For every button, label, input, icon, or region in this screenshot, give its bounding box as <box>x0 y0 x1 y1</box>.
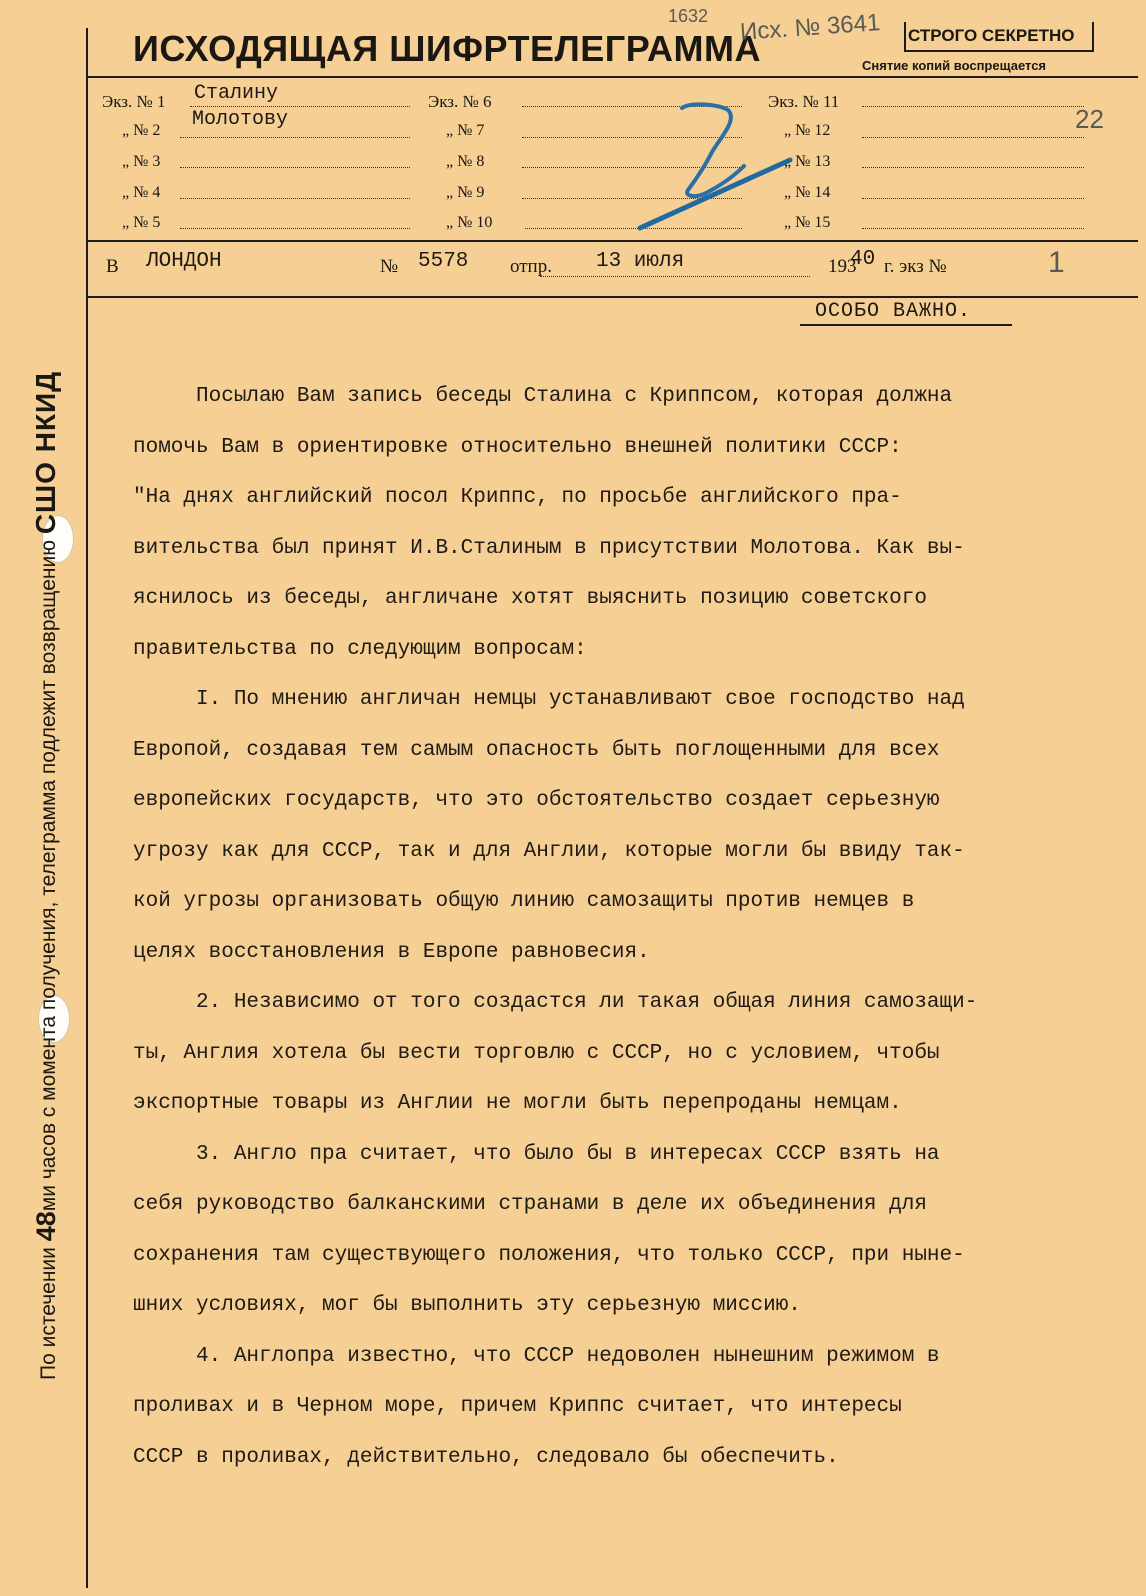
body-line: кой угрозы организовать общую линию самозащиты против немцев в <box>133 890 915 913</box>
dotted-line <box>862 167 1084 168</box>
copies-bottom-rule <box>88 240 1138 242</box>
copy-label: Экз. № 6 <box>428 92 492 111</box>
copy-label: „ № 9 <box>446 184 485 201</box>
dotted-line <box>180 228 410 229</box>
copy-label: „ № 12 <box>784 122 831 139</box>
body-line: вительства был принят И.В.Сталиным в присутствии Молотова. Как вы- <box>133 536 965 560</box>
year-prefix: 193 <box>828 256 857 277</box>
copy-label: Экз. № 1 <box>102 92 166 111</box>
dotted-line <box>862 228 1084 229</box>
blue-pencil-mark <box>620 90 800 250</box>
copy-label: „ № 10 <box>446 214 493 231</box>
dotted-line <box>862 106 1084 107</box>
body-line: СССР в проливах, действительно, следовало бы обеспечить. <box>133 1445 839 1469</box>
copy-label: „ № 4 <box>122 184 161 201</box>
handwritten-ref: Исх. № 3641 <box>739 9 882 46</box>
telegram-body <box>133 372 1118 1483</box>
body-line: целях восстановления в Европе равновесия. <box>133 940 650 964</box>
dotted-line <box>862 137 1084 138</box>
copy-label: Экз. № 11 <box>768 92 840 111</box>
year-suffix: г. экз № <box>884 256 947 277</box>
copy-label: „ № 5 <box>122 214 161 231</box>
body-line: ты, Англия хотела бы вести торговлю с СССР, но с условием, чтобы <box>133 1041 940 1065</box>
body-line: 3. Англо пра считает, что было бы в интересах СССР взять на <box>133 1142 940 1166</box>
body-line: 4. Англопра известно, что СССР недоволен нынешним режимом в <box>133 1344 940 1368</box>
body-line: помочь Вам в ориентировке относительно внешней политики СССР: <box>133 435 902 459</box>
no-copies-note: Снятие копий воспрещается <box>862 58 1047 73</box>
number-label: № <box>380 256 399 277</box>
sent-date: 13 июля <box>596 250 685 273</box>
to-label: В <box>106 256 119 277</box>
year-value: 40 <box>850 248 876 271</box>
dotted-line <box>862 198 1084 199</box>
header-rule <box>88 76 1138 78</box>
copy-label: „ № 15 <box>784 214 831 231</box>
side-text-prefix: По истечении <box>37 1247 60 1380</box>
copy-label: „ № 8 <box>446 153 485 170</box>
body-line: 2. Независимо от того создастся ли такая общая линия самозащи- <box>133 991 978 1014</box>
body-line: "На днях английский посол Криппс, по просьбе английского пра- <box>133 486 902 509</box>
left-margin-rule <box>86 28 88 1588</box>
side-text-hours: 48 <box>31 1211 61 1242</box>
telegram-number: 5578 <box>418 250 469 273</box>
side-text-middle: ми часов с момента получения, телеграмма подлежит возвращению <box>37 540 60 1212</box>
body-line: Европой, создавая тем самым опасность быть поглощенными для всех <box>133 738 940 762</box>
dotted-line <box>190 106 410 107</box>
recipient-stalin: Сталину <box>194 82 279 105</box>
body-line: проливах и в Черном море, причем Криппс считает, что интересы <box>133 1395 902 1418</box>
body-line: шних условиях, мог бы выполнить эту серьезную миссию. <box>133 1294 801 1317</box>
recipient-molotov: Молотову <box>192 108 289 131</box>
body-line: Посылаю Вам запись беседы Сталина с Криппсом, которая должна <box>133 385 953 408</box>
copy-label: „ № 14 <box>784 184 831 201</box>
body-line: себя руководство балканскими странами в деле их объединения для <box>133 1193 927 1216</box>
side-return-notice <box>30 220 62 1380</box>
address-bottom-rule <box>88 296 1138 298</box>
dotted-line <box>180 137 410 138</box>
body-line: сохранения там существующего положения, что только СССР, при ныне- <box>133 1243 965 1267</box>
urgency-underline <box>800 324 1012 326</box>
copy-label: „ № 13 <box>784 153 831 170</box>
document-title: ИСХОДЯЩАЯ ШИФРТЕЛЕГРАММА <box>133 28 762 69</box>
copy-label: „ № 7 <box>446 122 485 139</box>
dotted-line <box>540 276 810 277</box>
body-line: европейских государств, что это обстоятельство создает серьезную <box>133 789 940 812</box>
copy-label: „ № 2 <box>122 122 161 139</box>
sent-label: отпр. <box>510 256 552 277</box>
body-line: угрозу как для СССР, так и для Англии, которые могли бы ввиду так- <box>133 839 965 863</box>
handwritten-number: 1632 <box>668 6 709 26</box>
handwritten-page-number: 22 <box>1075 104 1104 134</box>
copy-label: „ № 3 <box>122 153 161 170</box>
dotted-line <box>180 167 410 168</box>
body-line: яснилось из беседы, англичане хотят выяснить позицию советского <box>133 587 927 610</box>
body-line: экспортные товары из Англии не могли быть перепроданы немцам. <box>133 1092 902 1115</box>
body-line: I. По мнению англичан немцы устанавливают свое господство над <box>133 688 965 711</box>
secret-stamp: СТРОГО СЕКРЕТНО <box>908 26 1075 45</box>
destination: ЛОНДОН <box>146 250 222 273</box>
dotted-line <box>180 198 410 199</box>
copy-number-handwritten: 1 <box>1048 246 1065 279</box>
body-line: правительства по следующим вопросам: <box>133 637 587 661</box>
side-text-org: СШО НКИД <box>30 370 61 535</box>
urgency-mark: ОСОБО ВАЖНО. <box>815 300 972 323</box>
